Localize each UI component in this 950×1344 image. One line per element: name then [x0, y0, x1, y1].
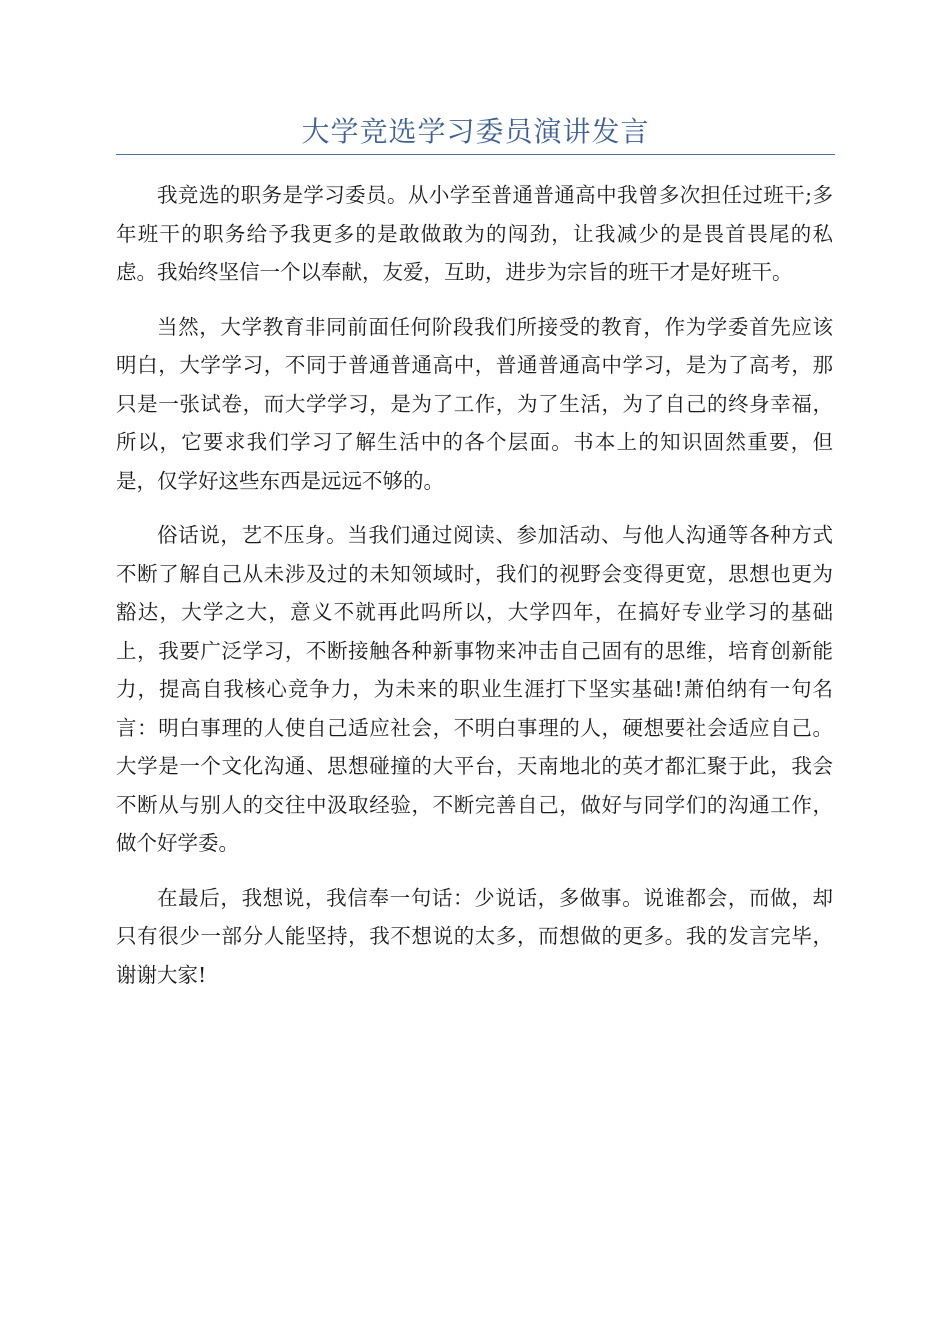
- paragraph-4: 在最后，我想说，我信奉一句话：少说话，多做事。说谁都会，而做，却只有很少一部分人能坚持，我不想说的太多，而想做的更多。我的发言完毕，谢谢大家!: [116, 885, 833, 987]
- document-title: 大学竞选学习委员演讲发言: [301, 115, 650, 148]
- title-underline: [116, 154, 835, 155]
- document-body: [116, 176, 833, 1010]
- paragraph-3: 俗话说，艺不压身。当我们通过阅读、参加活动、与他人沟通等各种方式不断了解自己从未涉及过的未知领域时，我们的视野会变得更宽，思想也更为豁达，大学之大，意义不就再此吗所以，大学四年，在搞好专业学习的基础上，我要广泛学习，不断接触各种新事物来冲击自己固有的思维，培育创新能力，提高自我核心竞争力，为未来的职业生涯打下坚实基础!萧伯纳有一句名言：明白事理的人使自己适应社会，不明白事理的人，硬想要社会适应自己。大学是一个文化沟通、思想碰撞的大平台，天南地北的英才都汇聚于此，我会不断从与别人的交往中汲取经验，不断完善自己，做好与同学们的沟通工作，做个好学委。: [116, 523, 833, 855]
- paragraph-1: 我竞选的职务是学习委员。从小学至普通普通高中我曾多次担任过班干;多年班干的职务给予我更多的是敢做敢为的闯劲，让我减少的是畏首畏尾的私虑。我始终坚信一个以奉献，友爱，互助，进步为宗旨的班干才是好班干。: [116, 183, 833, 284]
- paragraph-2: 当然，大学教育非同前面任何阶段我们所接受的教育，作为学委首先应该明白，大学学习，不同于普通普通高中，普通普通高中学习，是为了高考，那只是一张试卷，而大学学习，是为了工作，为了生活，为了自己的终身幸福，所以，它要求我们学习了解生活中的各个层面。书本上的知识固然重要，但是，仅学好这些东西是远远不够的。: [116, 314, 833, 493]
